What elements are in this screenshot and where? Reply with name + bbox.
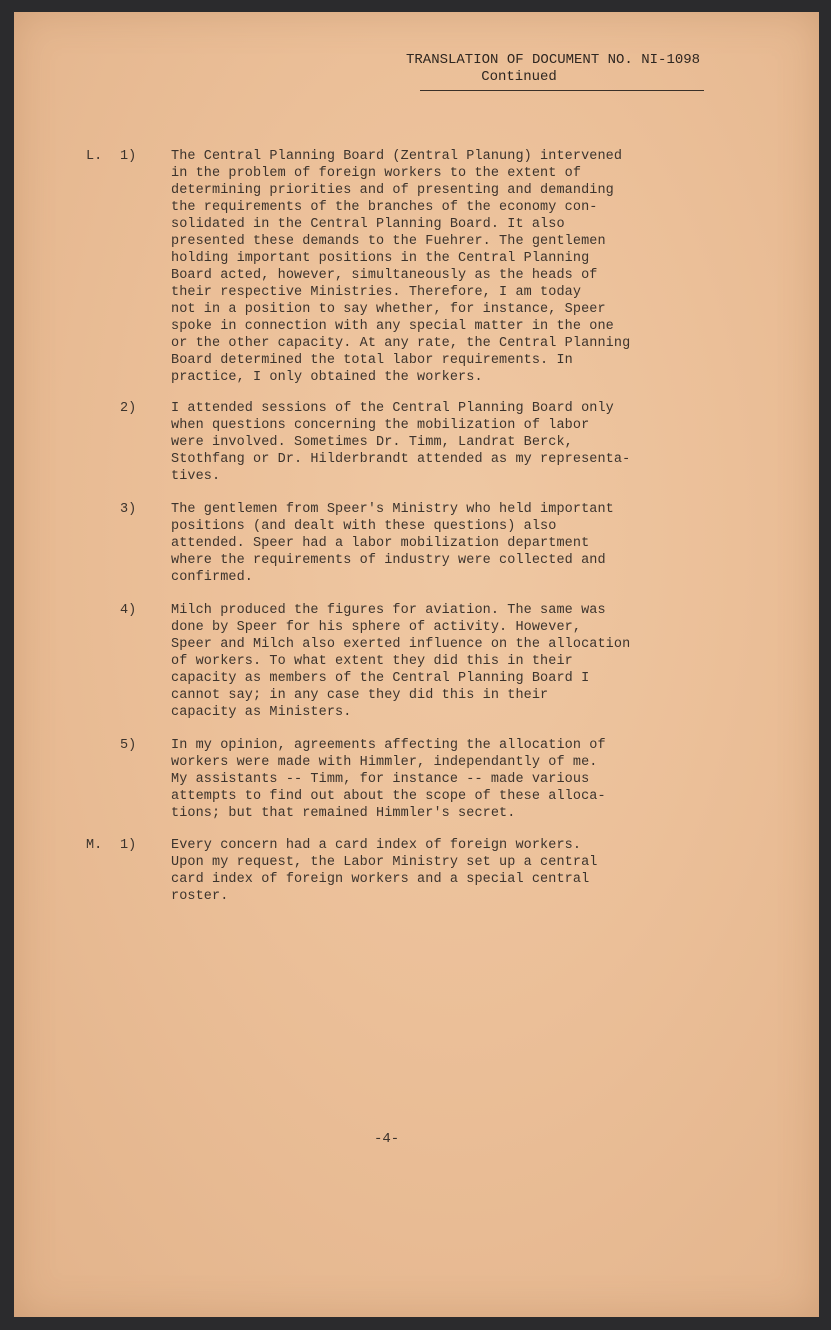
paragraph-number: 2) bbox=[120, 401, 137, 416]
paragraph-number: 4) bbox=[120, 603, 137, 618]
paragraph-number: 1) bbox=[120, 838, 137, 853]
paragraph-number: 3) bbox=[120, 502, 137, 517]
paragraph-text: Milch produced the figures for aviation. The same was done by Speer for his sphere of activity. However, Speer and Milch also exerted influence on the allocation of workers. To what extent they did this in their capacity as members of the Central Planning Board I cannot say; in any case they did this in their capacity as Ministers. bbox=[171, 603, 631, 720]
paragraph-number: 1) bbox=[120, 149, 137, 164]
section-label: L. bbox=[86, 149, 103, 164]
paragraph-number: 5) bbox=[120, 738, 137, 753]
document-title: TRANSLATION OF DOCUMENT NO. NI-1098 bbox=[406, 52, 701, 68]
section-label: M. bbox=[86, 838, 103, 853]
page-number: -4- bbox=[374, 1131, 400, 1147]
paragraph-text: Every concern had a card index of foreign workers. Upon my request, the Labor Ministry set up a central card index of foreign workers and a special central roster. bbox=[171, 838, 598, 904]
document-subtitle: Continued bbox=[481, 69, 557, 85]
paragraph-text: I attended sessions of the Central Planning Board only when questions concerning the mobilization of labor were involved. Sometimes Dr. Timm, Landrat Berck, Stothfang or Dr. Hilderbrandt attended as my representa- tives. bbox=[171, 401, 631, 484]
paragraph-text: In my opinion, agreements affecting the allocation of workers were made with Himmler, independantly of me. My assistants -- Timm, for instance -- made various attempts to find out about the scope of these alloca- tions; but that remained Himmler's secret. bbox=[171, 738, 606, 821]
header-underline bbox=[420, 90, 704, 91]
document-header bbox=[406, 52, 706, 86]
paragraph-text: The Central Planning Board (Zentral Planung) intervened in the problem of foreign workers to the extent of determining priorities and of presenting and demanding the requirements of the branches of the economy con- solidated in the Central Planning Board. It also presented these demands to the Fuehrer. The gentlemen holding important positions in the Central Planning Board acted, however, simultaneously as the heads of their respective Ministries. Therefore, I am today not in a position to say whether, for instance, Speer spoke in connection with any special matter in the one or the other capacity. At any rate, the Central Planning Board determined the total labor requirements. In practice, I only obtained the workers. bbox=[171, 149, 631, 385]
paragraph-text: The gentlemen from Speer's Ministry who held important positions (and dealt with these questions) also attended. Speer had a labor mobilization department where the requirements of industry were collected and confirmed. bbox=[171, 502, 614, 585]
